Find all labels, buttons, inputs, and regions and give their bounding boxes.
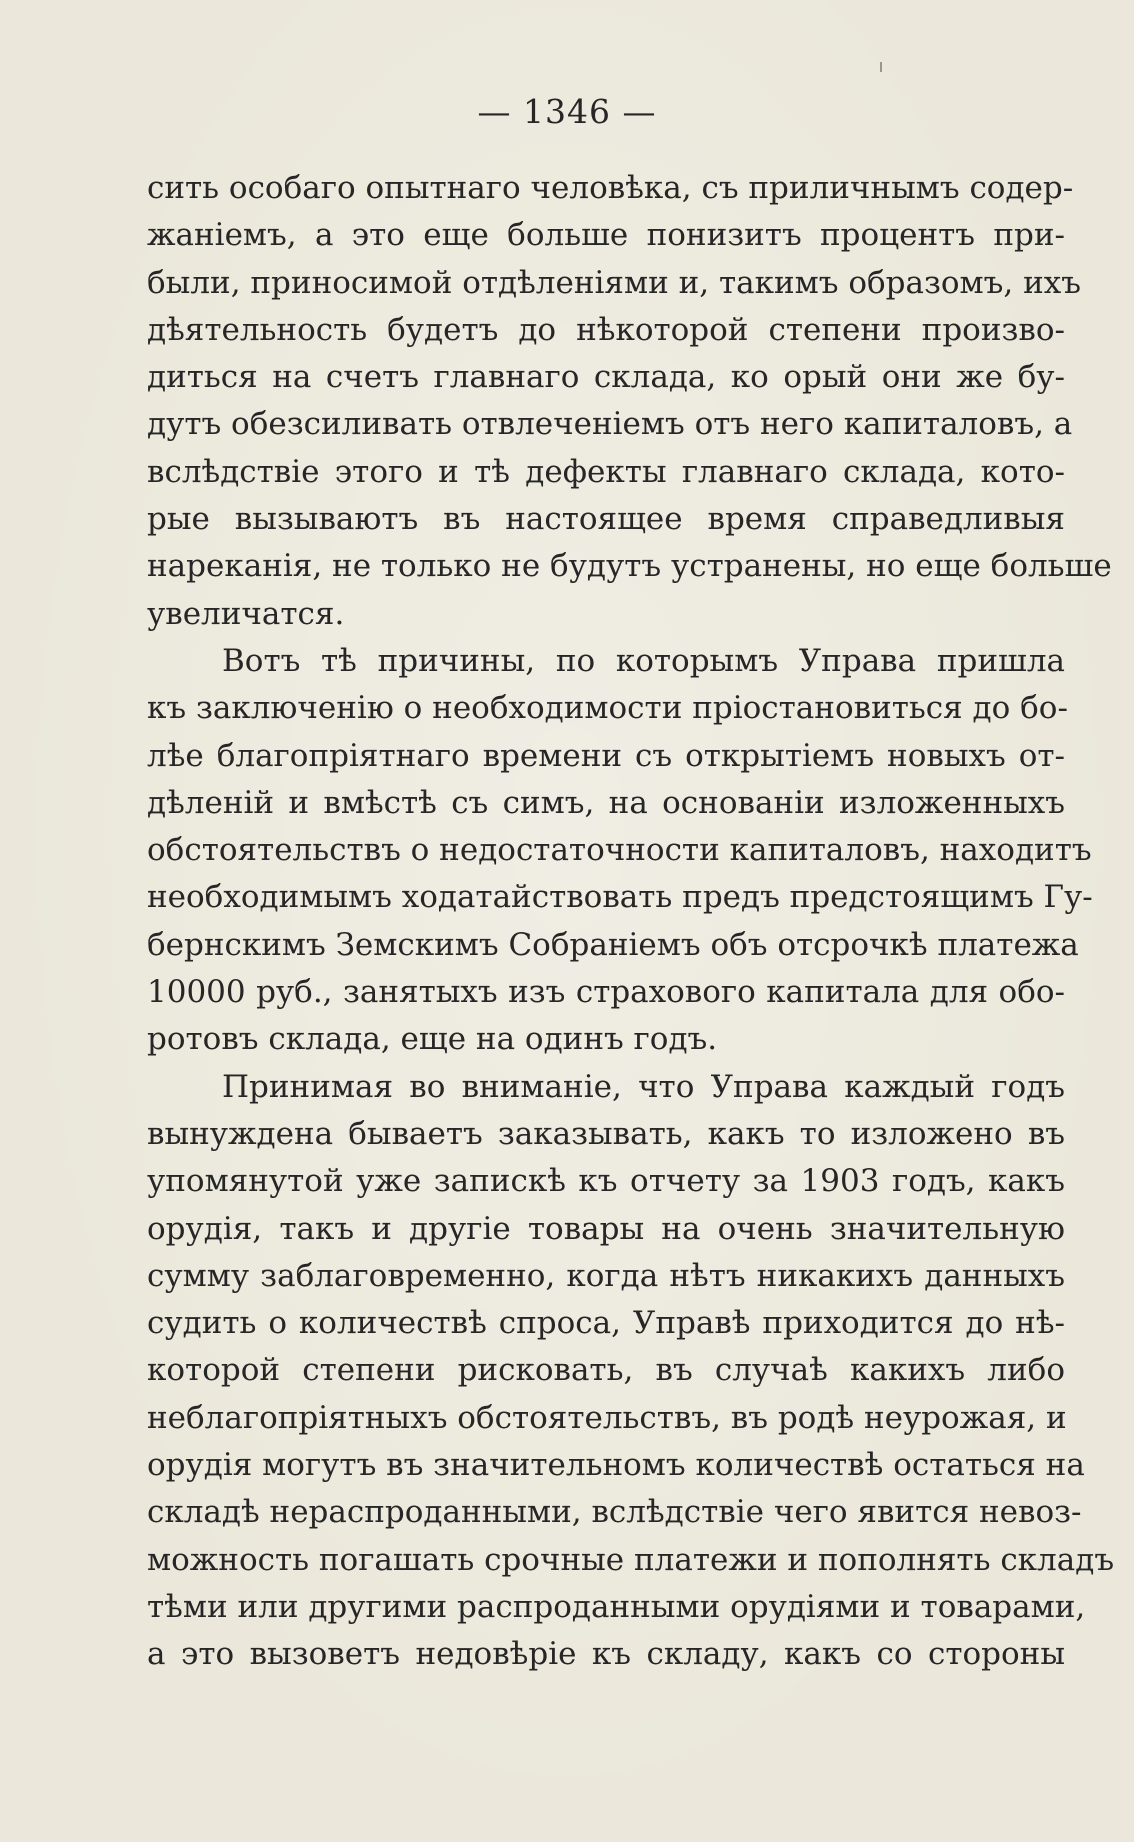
text-line: къ заключенію о необходимости пріостановиться до бо- — [147, 690, 1068, 727]
text-line: рые вызываютъ въ настоящее время справедливыя — [147, 501, 1065, 538]
text-line: диться на счетъ главнаго склада, ко орый они же бу- — [147, 359, 1065, 396]
text-line: а это вызоветъ недовѣріе къ складу, какъ со стороны — [147, 1636, 1065, 1673]
text-line: необходимымъ ходатайствовать предъ предстоящимъ Гу- — [147, 879, 1093, 916]
text-line: тѣми или другими распроданными орудіями и товарами, — [147, 1588, 1086, 1625]
text-line: судить о количествѣ спроса, Управѣ приходится до нѣ- — [147, 1305, 1065, 1342]
text-line: вслѣдствіе этого и тѣ дефекты главнаго склада, кото- — [147, 453, 1065, 490]
text-line: обстоятельствъ о недостаточности капиталовъ, находитъ — [147, 832, 1092, 869]
text-line: ротовъ склада, еще на одинъ годъ. — [147, 1021, 718, 1058]
text-line: складѣ нераспроданными, вслѣдствіе чего явится невоз- — [147, 1494, 1082, 1531]
text-line: орудія, такъ и другіе товары на очень значительную — [147, 1210, 1065, 1247]
text-line: неблагопріятныхъ обстоятельствъ, въ родѣ неурожая, и — [147, 1399, 1067, 1436]
text-line: Вотъ тѣ причины, по которымъ Управа пришла — [222, 642, 1065, 679]
paper-speck — [880, 62, 882, 72]
text-line: сумму заблаговременно, когда нѣтъ никакихъ данныхъ — [147, 1257, 1065, 1294]
text-line: дѣятельность будетъ до нѣкоторой степени произво- — [147, 311, 1065, 348]
text-line: сить особаго опытнаго человѣка, съ приличнымъ содер- — [147, 170, 1074, 206]
page-number: — 1346 — — [477, 92, 657, 131]
text-line: дутъ обезсиливать отвлеченіемъ отъ него капиталовъ, а — [147, 406, 1073, 443]
text-line: 10000 руб., занятыхъ изъ страхового капитала для обо- — [147, 974, 1065, 1011]
text-line: можность погашать срочные платежи и пополнять складъ — [147, 1541, 1115, 1578]
text-line: были, приносимой отдѣленіями и, такимъ образомъ, ихъ — [147, 264, 1081, 301]
text-line: дѣленій и вмѣстѣ съ симъ, на основаніи изложенныхъ — [147, 784, 1065, 821]
text-line: увеличатся. — [147, 595, 345, 632]
text-line: Принимая во вниманіе, что Управа каждый годъ — [222, 1068, 1065, 1105]
text-line: нареканія, не только не будутъ устранены, но еще больше — [147, 548, 1112, 585]
text-line: вынуждена бываетъ заказывать, какъ то изложено въ — [147, 1115, 1065, 1152]
text-line: лѣе благопріятнаго времени съ открытіемъ новыхъ от- — [147, 737, 1065, 774]
body-text — [147, 165, 1115, 1679]
text-line: упомянутой уже запискѣ къ отчету за 1903 годъ, какъ — [147, 1163, 1065, 1200]
text-line: которой степени рисковать, въ случаѣ какихъ либо — [147, 1352, 1065, 1389]
text-line: жаніемъ, а это еще больше понизитъ процентъ при- — [147, 217, 1065, 254]
text-line: бернскимъ Земскимъ Собраніемъ объ отсрочкѣ платежа — [147, 926, 1079, 963]
text-line: орудія могутъ въ значительномъ количествѣ остаться на — [147, 1447, 1085, 1484]
